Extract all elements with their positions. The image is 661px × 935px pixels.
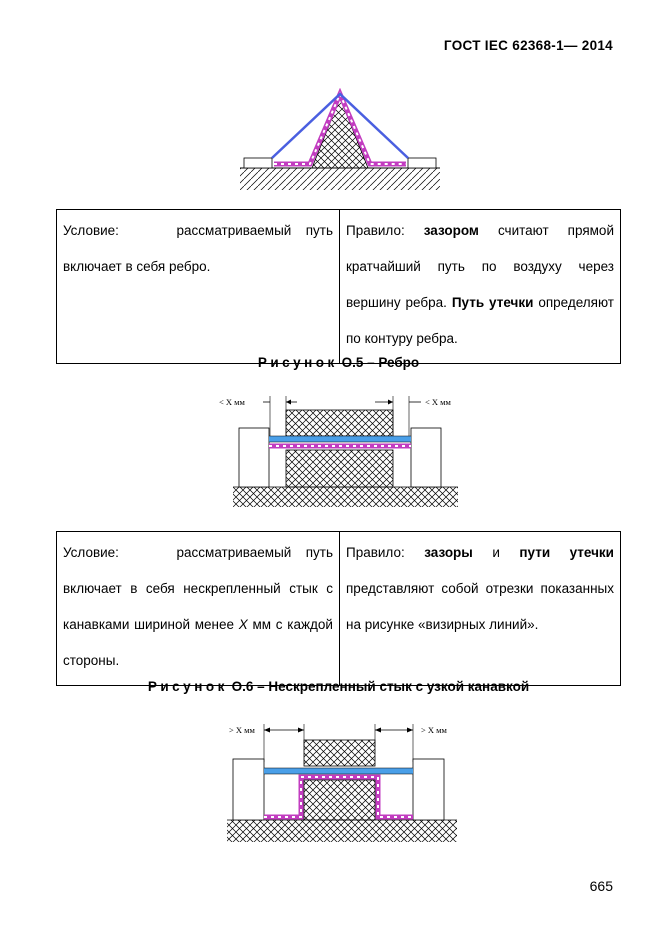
ground-hatch: [240, 168, 440, 190]
upper-insulator: [286, 410, 393, 436]
figure-o5-table: [56, 209, 621, 364]
rule-cell: Правило: зазором считают прямой кратчайший путь по воздуху через вершину ребра. Путь утечки определяют по контуру ребра.: [340, 210, 621, 364]
figure-o5-rib-diagram: [230, 88, 450, 194]
rib: [312, 98, 368, 168]
figure-o6-caption: Рисунок О.6 – Нескрепленный стык с узкой канавкой: [147, 679, 530, 694]
page-number: 665: [589, 878, 613, 894]
right-conductor: [411, 428, 441, 487]
left-conductor: [239, 428, 269, 487]
clearance-band: [269, 436, 411, 442]
condition-cell: Условие: рассматриваемый путь включает в себя нескрепленный стык с канавками шириной менее X мм с каждой стороны.: [57, 532, 340, 686]
figure-o6-table: [56, 531, 621, 686]
clearance-band: [264, 768, 413, 774]
dim-label-left: < X мм: [219, 397, 245, 407]
upper-insulator: [304, 740, 375, 766]
figure-o6-narrow-groove-diagram: [215, 392, 475, 512]
right-conductor: [413, 759, 444, 820]
left-conductor: [244, 158, 272, 168]
right-conductor: [408, 158, 436, 168]
ground-hatch: [233, 487, 458, 507]
ground-hatch: [227, 820, 457, 842]
dim-label-right: > X мм: [421, 725, 447, 735]
dim-label-left: > X мм: [229, 725, 255, 735]
lower-insulator: [304, 780, 375, 820]
left-conductor: [233, 759, 264, 820]
lower-insulator: [286, 450, 393, 487]
rule-cell: Правило: зазоры и пути утечки представляют собой отрезки показанных на рисунке «визирных линий».: [340, 532, 621, 686]
figure-o7-wide-groove-diagram: [215, 720, 475, 845]
document-header: ГОСТ IEC 62368-1— 2014: [443, 38, 613, 53]
condition-cell: Условие: рассматриваемый путь включает в себя ребро.: [57, 210, 340, 364]
dim-label-right: < X мм: [425, 397, 451, 407]
figure-o5-caption: Рисунок О.5 – Ребро: [257, 355, 420, 370]
